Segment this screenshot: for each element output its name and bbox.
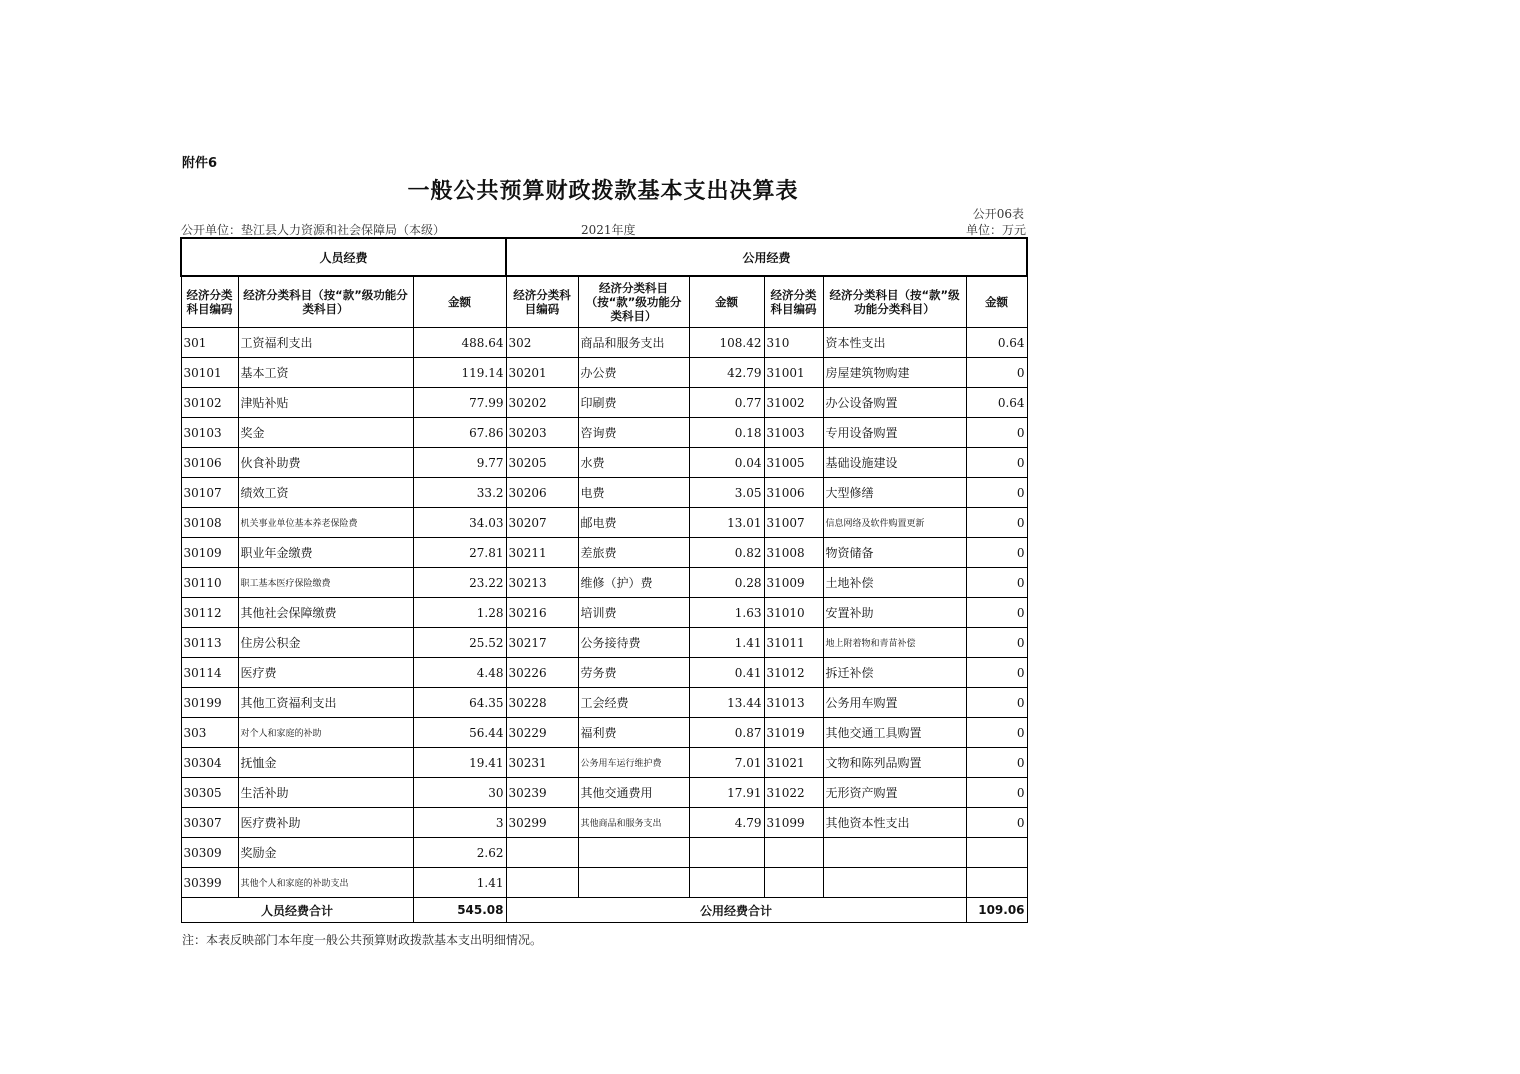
code-cell: 30108 [181, 508, 238, 538]
code-cell: 30217 [506, 628, 578, 658]
amount-cell: 0 [966, 508, 1027, 538]
amount-cell: 108.42 [689, 328, 764, 358]
code-cell: 30216 [506, 598, 578, 628]
amount-cell: 13.44 [689, 688, 764, 718]
item-name-cell: 办公费 [578, 358, 689, 388]
code-cell: 30110 [181, 568, 238, 598]
item-name-cell: 专用设备购置 [823, 418, 966, 448]
amount-cell: 4.79 [689, 808, 764, 838]
code-cell: 30226 [506, 658, 578, 688]
item-name-cell: 工会经费 [578, 688, 689, 718]
code-cell: 30203 [506, 418, 578, 448]
amount-cell: 0 [966, 538, 1027, 568]
code-cell: 31009 [764, 568, 823, 598]
item-name-cell: 无形资产购置 [823, 778, 966, 808]
item-name-cell [823, 868, 966, 898]
code-cell: 31001 [764, 358, 823, 388]
amount-cell: 1.41 [413, 868, 506, 898]
item-name-cell: 印刷费 [578, 388, 689, 418]
amount-cell: 17.91 [689, 778, 764, 808]
item-name-cell: 其他资本性支出 [823, 808, 966, 838]
amount-cell: 0 [966, 358, 1027, 388]
org-label: 公开单位：垫江县人力资源和社会保障局（本级） [181, 223, 446, 237]
amount-cell: 1.41 [689, 628, 764, 658]
amount-cell: 0 [966, 628, 1027, 658]
code-cell: 30309 [181, 838, 238, 868]
item-name-cell: 咨询费 [578, 418, 689, 448]
amount-cell: 2.62 [413, 838, 506, 868]
item-name-cell: 其他工资福利支出 [238, 688, 413, 718]
item-name-cell: 资本性支出 [823, 328, 966, 358]
amount-cell: 0 [966, 778, 1027, 808]
amount-cell: 0 [966, 478, 1027, 508]
item-name-cell: 奖励金 [238, 838, 413, 868]
item-name-cell: 大型修缮 [823, 478, 966, 508]
code-cell: 301 [181, 328, 238, 358]
code-cell [506, 838, 578, 868]
item-name-cell: 物资储备 [823, 538, 966, 568]
amount-cell: 119.14 [413, 358, 506, 388]
item-name-cell: 其他社会保障缴费 [238, 598, 413, 628]
amount-cell: 27.81 [413, 538, 506, 568]
item-name-cell: 电费 [578, 478, 689, 508]
amount-cell: 64.35 [413, 688, 506, 718]
code-cell: 31012 [764, 658, 823, 688]
code-cell: 30201 [506, 358, 578, 388]
item-name-cell: 工资福利支出 [238, 328, 413, 358]
code-cell: 30307 [181, 808, 238, 838]
item-name-cell: 其他交通费用 [578, 778, 689, 808]
table-row [181, 418, 1027, 448]
amount-cell: 33.2 [413, 478, 506, 508]
amount-cell: 0 [966, 718, 1027, 748]
item-name-cell: 房屋建筑物购建 [823, 358, 966, 388]
code-cell: 30202 [506, 388, 578, 418]
table-row [181, 388, 1027, 418]
item-name-cell: 培训费 [578, 598, 689, 628]
personnel-total-value: 545.08 [413, 898, 506, 923]
col-header-code: 经济分类科目编码 [181, 276, 238, 328]
form-number: 公开06表 [972, 207, 1024, 221]
code-cell [764, 868, 823, 898]
table-row [181, 778, 1027, 808]
code-cell: 30106 [181, 448, 238, 478]
amount-cell: 7.01 [689, 748, 764, 778]
code-cell: 31022 [764, 778, 823, 808]
code-cell: 30239 [506, 778, 578, 808]
item-name-cell: 拆迁补偿 [823, 658, 966, 688]
col-header-amount: 金额 [689, 276, 764, 328]
item-name-cell: 职工基本医疗保险缴费 [238, 568, 413, 598]
item-name-cell: 维修（护）费 [578, 568, 689, 598]
table-row [181, 718, 1027, 748]
item-name-cell: 绩效工资 [238, 478, 413, 508]
code-cell: 31002 [764, 388, 823, 418]
item-name-cell: 差旅费 [578, 538, 689, 568]
item-name-cell: 抚恤金 [238, 748, 413, 778]
personnel-total-label: 人员经费合计 [181, 898, 413, 923]
col-header-amount: 金额 [966, 276, 1027, 328]
amount-cell: 56.44 [413, 718, 506, 748]
code-cell: 31003 [764, 418, 823, 448]
code-cell: 30102 [181, 388, 238, 418]
col-header-code: 经济分类科目编码 [506, 276, 578, 328]
item-name-cell [578, 838, 689, 868]
amount-cell: 67.86 [413, 418, 506, 448]
amount-cell: 0 [966, 418, 1027, 448]
amount-cell: 0 [966, 688, 1027, 718]
item-name-cell: 邮电费 [578, 508, 689, 538]
item-name-cell: 办公设备购置 [823, 388, 966, 418]
code-cell: 30112 [181, 598, 238, 628]
table-body [181, 328, 1027, 898]
amount-cell: 488.64 [413, 328, 506, 358]
table-row [181, 328, 1027, 358]
code-cell: 31019 [764, 718, 823, 748]
code-cell: 31099 [764, 808, 823, 838]
code-cell: 31006 [764, 478, 823, 508]
amount-cell: 0.82 [689, 538, 764, 568]
col-header-name: 经济分类科目（按“款”级功能分类科目） [238, 276, 413, 328]
code-cell: 30399 [181, 868, 238, 898]
item-name-cell: 医疗费补助 [238, 808, 413, 838]
amount-cell: 34.03 [413, 508, 506, 538]
item-name-cell: 职业年金缴费 [238, 538, 413, 568]
code-cell: 30113 [181, 628, 238, 658]
item-name-cell: 土地补偿 [823, 568, 966, 598]
table-row [181, 478, 1027, 508]
code-cell: 30107 [181, 478, 238, 508]
amount-cell: 0 [966, 658, 1027, 688]
amount-cell [689, 868, 764, 898]
section-public: 公用经费 [506, 238, 1027, 276]
code-cell: 31005 [764, 448, 823, 478]
table-row [181, 358, 1027, 388]
amount-cell: 4.48 [413, 658, 506, 688]
year-label: 2021年度 [581, 223, 636, 237]
table-row [181, 658, 1027, 688]
col-header-name: 经济分类科目（按“款”级功能分类科目） [823, 276, 966, 328]
item-name-cell: 地上附着物和青苗补偿 [823, 628, 966, 658]
amount-cell: 25.52 [413, 628, 506, 658]
code-cell: 30304 [181, 748, 238, 778]
amount-cell: 0 [966, 808, 1027, 838]
item-name-cell: 对个人和家庭的补助 [238, 718, 413, 748]
code-cell: 30114 [181, 658, 238, 688]
code-cell: 31010 [764, 598, 823, 628]
table-row [181, 568, 1027, 598]
item-name-cell: 劳务费 [578, 658, 689, 688]
section-personnel: 人员经费 [181, 238, 506, 276]
amount-cell: 23.22 [413, 568, 506, 598]
item-name-cell: 安置补助 [823, 598, 966, 628]
amount-cell: 0.77 [689, 388, 764, 418]
item-name-cell: 基本工资 [238, 358, 413, 388]
code-cell: 30231 [506, 748, 578, 778]
amount-cell: 13.01 [689, 508, 764, 538]
item-name-cell: 基础设施建设 [823, 448, 966, 478]
amount-cell: 0.28 [689, 568, 764, 598]
code-cell: 31021 [764, 748, 823, 778]
item-name-cell: 文物和陈列品购置 [823, 748, 966, 778]
amount-cell [966, 868, 1027, 898]
table-row [181, 508, 1027, 538]
amount-cell: 0 [966, 448, 1027, 478]
expenditure-table [180, 237, 1028, 923]
code-cell: 31013 [764, 688, 823, 718]
meta-row [181, 221, 1026, 237]
code-cell: 30305 [181, 778, 238, 808]
code-cell: 31007 [764, 508, 823, 538]
amount-cell: 42.79 [689, 358, 764, 388]
amount-cell: 1.28 [413, 598, 506, 628]
code-cell: 302 [506, 328, 578, 358]
item-name-cell [578, 868, 689, 898]
item-name-cell: 机关事业单位基本养老保险费 [238, 508, 413, 538]
amount-cell: 19.41 [413, 748, 506, 778]
item-name-cell: 福利费 [578, 718, 689, 748]
code-cell: 30103 [181, 418, 238, 448]
public-total-value: 109.06 [966, 898, 1027, 923]
amount-cell: 3 [413, 808, 506, 838]
code-cell: 30207 [506, 508, 578, 538]
amount-cell: 0 [966, 568, 1027, 598]
code-cell: 30211 [506, 538, 578, 568]
amount-cell: 77.99 [413, 388, 506, 418]
code-cell: 30206 [506, 478, 578, 508]
table-row [181, 838, 1027, 868]
amount-cell: 1.63 [689, 598, 764, 628]
amount-cell: 0 [966, 598, 1027, 628]
code-cell: 30228 [506, 688, 578, 718]
code-cell: 303 [181, 718, 238, 748]
item-name-cell: 公务用车购置 [823, 688, 966, 718]
code-cell: 310 [764, 328, 823, 358]
item-name-cell: 伙食补助费 [238, 448, 413, 478]
item-name-cell: 公务用车运行维护费 [578, 748, 689, 778]
item-name-cell: 医疗费 [238, 658, 413, 688]
table-row [181, 628, 1027, 658]
footnote: 注：本表反映部门本年度一般公共预算财政拨款基本支出明细情况。 [182, 933, 543, 947]
col-header-code: 经济分类科目编码 [764, 276, 823, 328]
code-cell [764, 838, 823, 868]
unit-label: 单位：万元 [965, 223, 1026, 237]
code-cell: 30299 [506, 808, 578, 838]
item-name-cell: 商品和服务支出 [578, 328, 689, 358]
item-name-cell: 其他商品和服务支出 [578, 808, 689, 838]
col-header-amount: 金额 [413, 276, 506, 328]
amount-cell [689, 838, 764, 868]
amount-cell [966, 838, 1027, 868]
amount-cell: 9.77 [413, 448, 506, 478]
item-name-cell: 其他个人和家庭的补助支出 [238, 868, 413, 898]
code-cell: 31008 [764, 538, 823, 568]
code-cell [506, 868, 578, 898]
item-name-cell: 津贴补贴 [238, 388, 413, 418]
amount-cell: 0.87 [689, 718, 764, 748]
item-name-cell: 住房公积金 [238, 628, 413, 658]
item-name-cell: 其他交通工具购置 [823, 718, 966, 748]
code-cell: 31011 [764, 628, 823, 658]
item-name-cell: 生活补助 [238, 778, 413, 808]
item-name-cell: 信息网络及软件购置更新 [823, 508, 966, 538]
code-cell: 30229 [506, 718, 578, 748]
amount-cell: 0.64 [966, 388, 1027, 418]
code-cell: 30101 [181, 358, 238, 388]
table-row [181, 448, 1027, 478]
amount-cell: 30 [413, 778, 506, 808]
item-name-cell [823, 838, 966, 868]
amount-cell: 0.18 [689, 418, 764, 448]
table-row [181, 748, 1027, 778]
page-title: 一般公共预算财政拨款基本支出决算表 [407, 178, 799, 204]
table-row [181, 808, 1027, 838]
amount-cell: 0.41 [689, 658, 764, 688]
table-row [181, 598, 1027, 628]
table-row [181, 688, 1027, 718]
table-row [181, 868, 1027, 898]
public-total-label: 公用经费合计 [506, 898, 966, 923]
code-cell: 30205 [506, 448, 578, 478]
amount-cell: 0 [966, 748, 1027, 778]
amount-cell: 0.04 [689, 448, 764, 478]
attachment-label: 附件6 [182, 156, 218, 171]
code-cell: 30199 [181, 688, 238, 718]
amount-cell: 3.05 [689, 478, 764, 508]
code-cell: 30109 [181, 538, 238, 568]
item-name-cell: 公务接待费 [578, 628, 689, 658]
table-row [181, 538, 1027, 568]
item-name-cell: 奖金 [238, 418, 413, 448]
amount-cell: 0.64 [966, 328, 1027, 358]
code-cell: 30213 [506, 568, 578, 598]
item-name-cell: 水费 [578, 448, 689, 478]
col-header-name: 经济分类科目（按“款”级功能分类科目） [578, 276, 689, 328]
